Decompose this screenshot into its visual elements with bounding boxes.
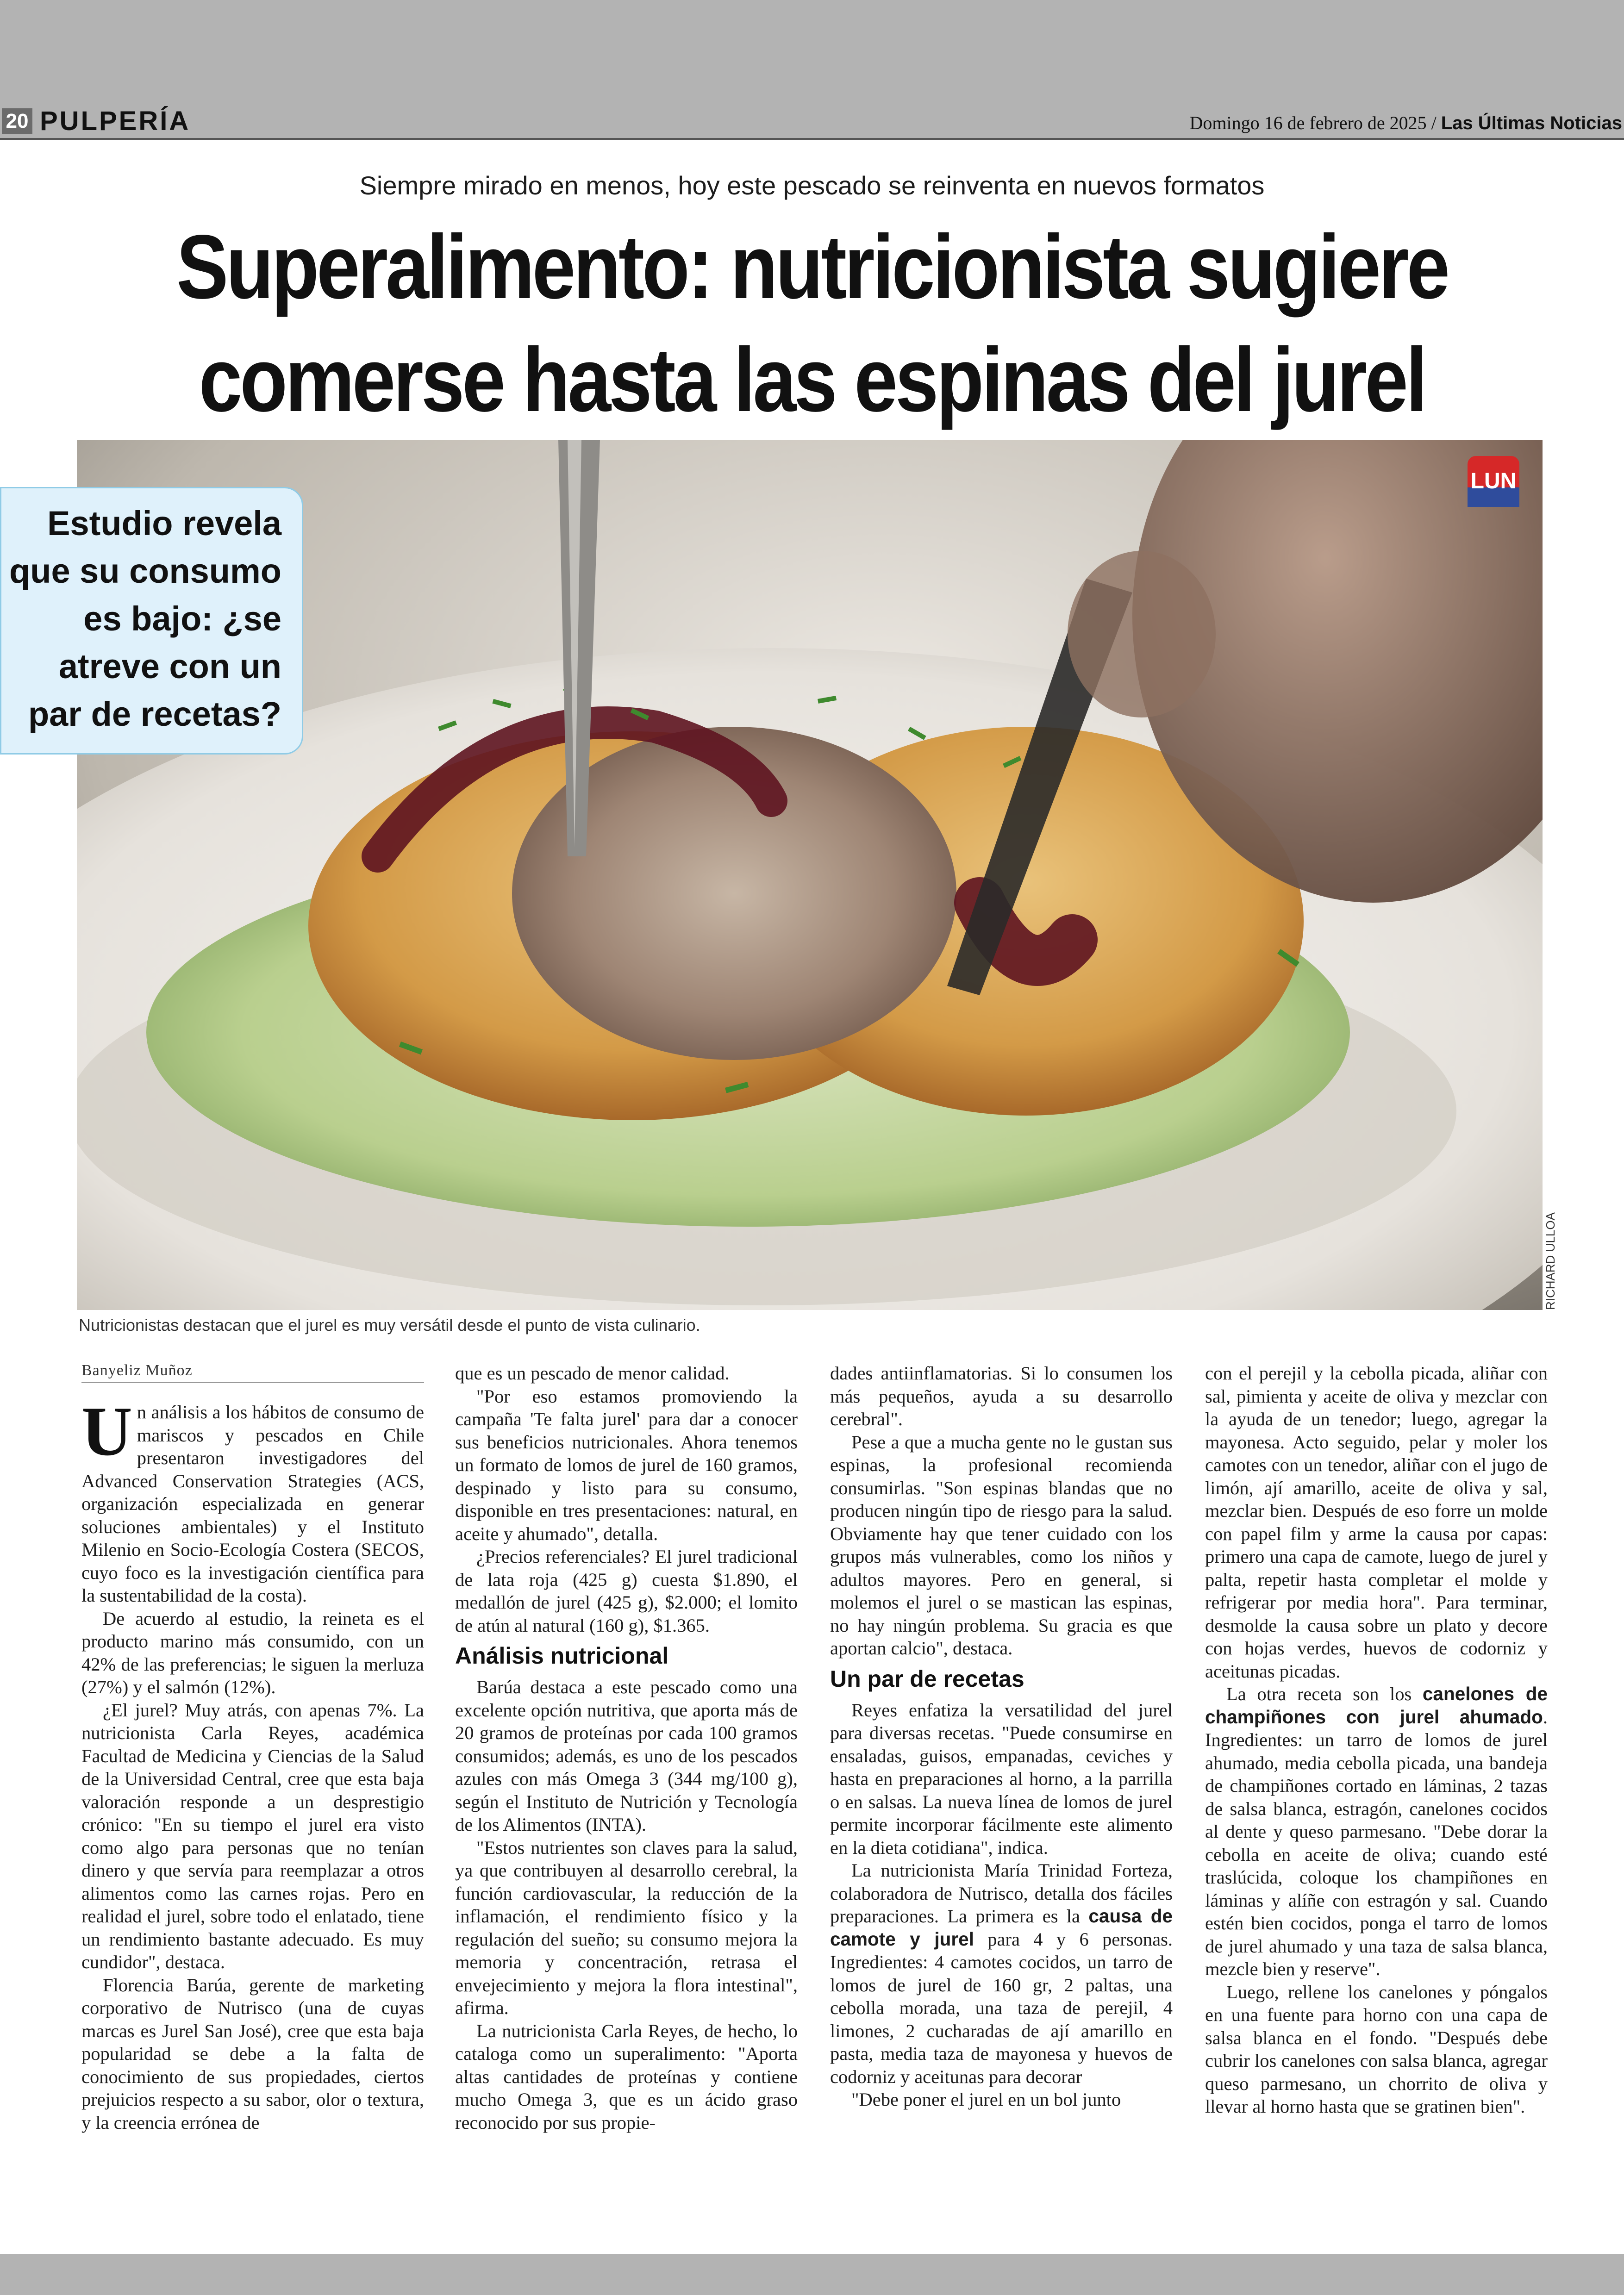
paragraph: que es un pescado de menor calidad.	[455, 1363, 730, 1384]
photo-credit: RICHARD ULLOA	[1543, 1212, 1557, 1310]
paragraph: ¿El jurel? Muy atrás, con apenas 7%. La nutricionista Carla Reyes, académica Facultad de Medicina y Ciencias de la Salud de la Universidad Central, cree que esta baja valoración responde a un desprestigio crónico: "En su tiempo el jurel era visto como algo para personas que no tenían dinero y que servía para reemplazar a otros alimentos como las carnes rojas. Pero en realidad el jurel, sobre todo el enlatado, tiene un rendimiento bastante adecuado. Es muy cundidor", destaca.	[81, 1699, 424, 1972]
page-header	[0, 106, 1624, 139]
paragraph	[1205, 1683, 1548, 1981]
paragraph: dades antiinflamatorias. Si lo consumen los más pequeños, ayuda a su desarrollo cerebral".	[830, 1363, 1173, 1429]
paragraph: Pese a que a mucha gente no le gustan sus espinas, la profesional recomienda consumirlas. "Son espinas blandas que no producen ningún tipo de riesgo para la salud. Obviamente hay que tener cuidado con los grupos más vulnerables, como los niños y adultos mayores. Pero en general, si molemos el jurel o se mastican las espinas, no hay ningún problema. Su gracia es que aportan calcio", destaca.	[830, 1431, 1173, 1659]
svg-text:LUN: LUN	[1470, 469, 1517, 493]
callout-line-1: Estudio revela	[47, 504, 281, 543]
article-column-1	[81, 1362, 424, 2134]
headline-line-1: Superalimento: nutricionista sugiere	[176, 216, 1448, 318]
paragraph: De acuerdo al estudio, la reineta es el producto marino más consumido, con un 42% de las preferencias; le siguen la merluza (27%) y el salmón (12%).	[81, 1608, 424, 1697]
header-separator: /	[1431, 112, 1437, 133]
paragraph: con el perejil y la cebolla picada, aliñar con sal, pimienta y aceite de oliva y mezclar con la ayuda de un tenedor; luego, agregar la mayonesa. Acto seguido, pelar y moler los camotes con un tenedor, aliñar con el jugo de limón, ají amarillo, aceite de oliva y sal, mezclar bien. Después de eso forre un molde con papel film y arme la causa por capas: primero una capa de camote, luego de jurel y palta, repetir hasta completar el molde y refrigerar por media hora". Para terminar, desmolde la causa sobre un plato y decore con hojas verdes, huevos de codorniz y aceitunas picadas.	[1205, 1363, 1548, 1682]
callout-box	[0, 487, 303, 755]
issue-date: Domingo 16 de febrero de 2025	[1189, 112, 1427, 133]
headline	[137, 211, 1487, 437]
subheading-analisis: Análisis nutricional	[455, 1643, 669, 1669]
lun-logo-icon	[1468, 456, 1519, 507]
paragraph: ¿Precios referenciales? El jurel tradicional de lata roja (425 g) cuesta $1.890, el medallón de jurel (425 g), $2.000; el lomito de atún al natural (160 g), $1.365.	[455, 1546, 798, 1636]
paragraph-text: La nutricionista María Trinidad Forteza, colaboradora de Nutrisco, detalla dos fáciles preparaciones. La primera es la	[830, 1860, 1173, 1927]
paragraph: "Por eso estamos promoviendo la campaña 'Te falta jurel' para dar a conocer sus beneficios nutricionales. Ahora tenemos un formato de lomos de jurel de 160 gramos, despinado y listo para su consumo, disponible en tres presentaciones: natural, en aceite y ahumado", detalla.	[455, 1385, 798, 1544]
paragraph	[81, 1392, 424, 1607]
callout-line-3: es bajo: ¿se	[83, 599, 281, 638]
paragraph: Reyes enfatiza la versatilidad del jurel para diversas recetas. "Puede consumirse en ensaladas, guisos, empanadas, ceviches y hasta en preparaciones al horno, a la parrilla o en salsas. La nueva línea de lomos de jurel permite incorporar fácilmente este alimento en la dieta cotidiana", indica.	[830, 1699, 1173, 1858]
recipe-name-causa: causa de camote y jurel	[830, 1905, 1173, 1950]
paragraph: "Estos nutrientes son claves para la salud, ya que contribuyen al desarrollo cerebral, la función cardiovascular, la reducción de la inflamación, el rendimiento físico y la regulación del sueño; su consumo mejora la memoria y concentración, retrasa el envejecimiento y mejora la flora intestinal", afirma.	[455, 1837, 798, 2018]
publication-name: Las Últimas Noticias	[1441, 113, 1622, 133]
photo-credit-wrap	[1543, 1213, 1562, 1315]
paragraph-text: n análisis a los hábitos de consumo de mariscos y pescados en Chile presentaron investigadores del Advanced Conservation Strategies (ACS, organización especializada en generar soluciones ambientales) y el Instituto Milenio en Socio-Ecología Costera (SECOS, cuyo foco es la investigación científica para la sustentabilidad de la costa).	[81, 1402, 424, 1606]
paragraph: "Debe poner el jurel en un bol junto	[851, 2089, 1121, 2110]
paragraph: Barúa destaca a este pescado como una excelente opción nutritiva, que aporta más de 20 gramos de proteínas por cada 100 gramos consumidos; además, es uno de los pescados azules con más Omega 3 (344 mg/100 g), según el Instituto de Nutrición y Tecnología de los Alimentos (INTA).	[455, 1677, 798, 1835]
recipe-name-canelones: canelones de champiñones con jurel ahumado	[1205, 1683, 1548, 1727]
article-column-2	[455, 1362, 798, 2134]
subheading-recetas: Un par de recetas	[830, 1665, 1024, 1692]
paragraph-text: para 4 y 6 personas. Ingredientes: 4 camotes cocidos, un tarro de lomos de jurel de 160 gr, 2 paltas, una cebolla morada, una taza de perejil, 4 limones, 2 cucharadas de ají amarillo en pasta, media taza de mayonesa y huevos de codorniz y aceitunas para decorar	[830, 1928, 1173, 2087]
section-name: PULPERÍA	[40, 106, 191, 136]
callout-line-2: que su consumo	[9, 552, 281, 590]
paragraph-text: . Ingredientes: un tarro de lomos de jurel ahumado, media cebolla picada, una bandeja de champiñones cortado en láminas, 2 tazas de salsa blanca, estragón, canelones cocidos al dente y queso parmesano. "Debe dorar la cebolla en aceite de oliva; cuando esté traslúcida, coloque los champiñones en láminas y alíñe con estragón y sal. Cuando estén bien cocidos, ponga el tarro de lomos de jurel ahumado y una taza de salsa blanca, mezcle bien y reserve".	[1205, 1706, 1548, 1979]
paragraph-text: La otra receta son los	[1226, 1684, 1423, 1704]
header-dateline	[1190, 112, 1622, 134]
article-column-4	[1205, 1362, 1548, 2118]
byline: Banyeliz Muñoz	[81, 1362, 424, 1383]
headline-line-2: comerse hasta las espinas del jurel	[199, 329, 1425, 430]
kicker: Siempre mirado en menos, hoy este pescado se reinventa en nuevos formatos	[359, 171, 1265, 200]
paragraph	[830, 1859, 1173, 2088]
paragraph: Luego, rellene los canelones y póngalos en una fuente para horno con una capa de salsa blanca en el fondo. "Después debe cubrir los canelones con salsa blanca, agregar queso parmesano, un chorrito de oliva y llevar al horno hasta que se gratinen bien".	[1205, 1981, 1548, 2117]
callout-line-5: par de recetas?	[28, 695, 281, 733]
photo-caption: Nutricionistas destacan que el jurel es muy versátil desde el punto de vista culinario.	[79, 1316, 700, 1335]
callout-line-4: atreve con un	[58, 647, 281, 686]
callout-text	[4, 499, 281, 738]
page-number: 20	[2, 108, 32, 134]
paragraph: La nutricionista Carla Reyes, de hecho, lo cataloga como un superalimento: "Aporta altas cantidades de proteínas y contiene mucho Omega 3, que es un ácido graso reconocido por sus propie-	[455, 2020, 798, 2133]
article-column-3	[830, 1362, 1173, 2111]
drop-cap: U	[81, 1392, 132, 1470]
header-rule	[0, 138, 1624, 140]
paragraph: Florencia Barúa, gerente de marketing corporativo de Nutrisco (una de cuyas marcas es Jurel San José), cree que esta baja popularidad se debe a la falta de conocimiento de sus propiedades, ciertos prejuicios respecto a su sabor, olor o textura, y la creencia errónea de	[81, 1974, 424, 2133]
